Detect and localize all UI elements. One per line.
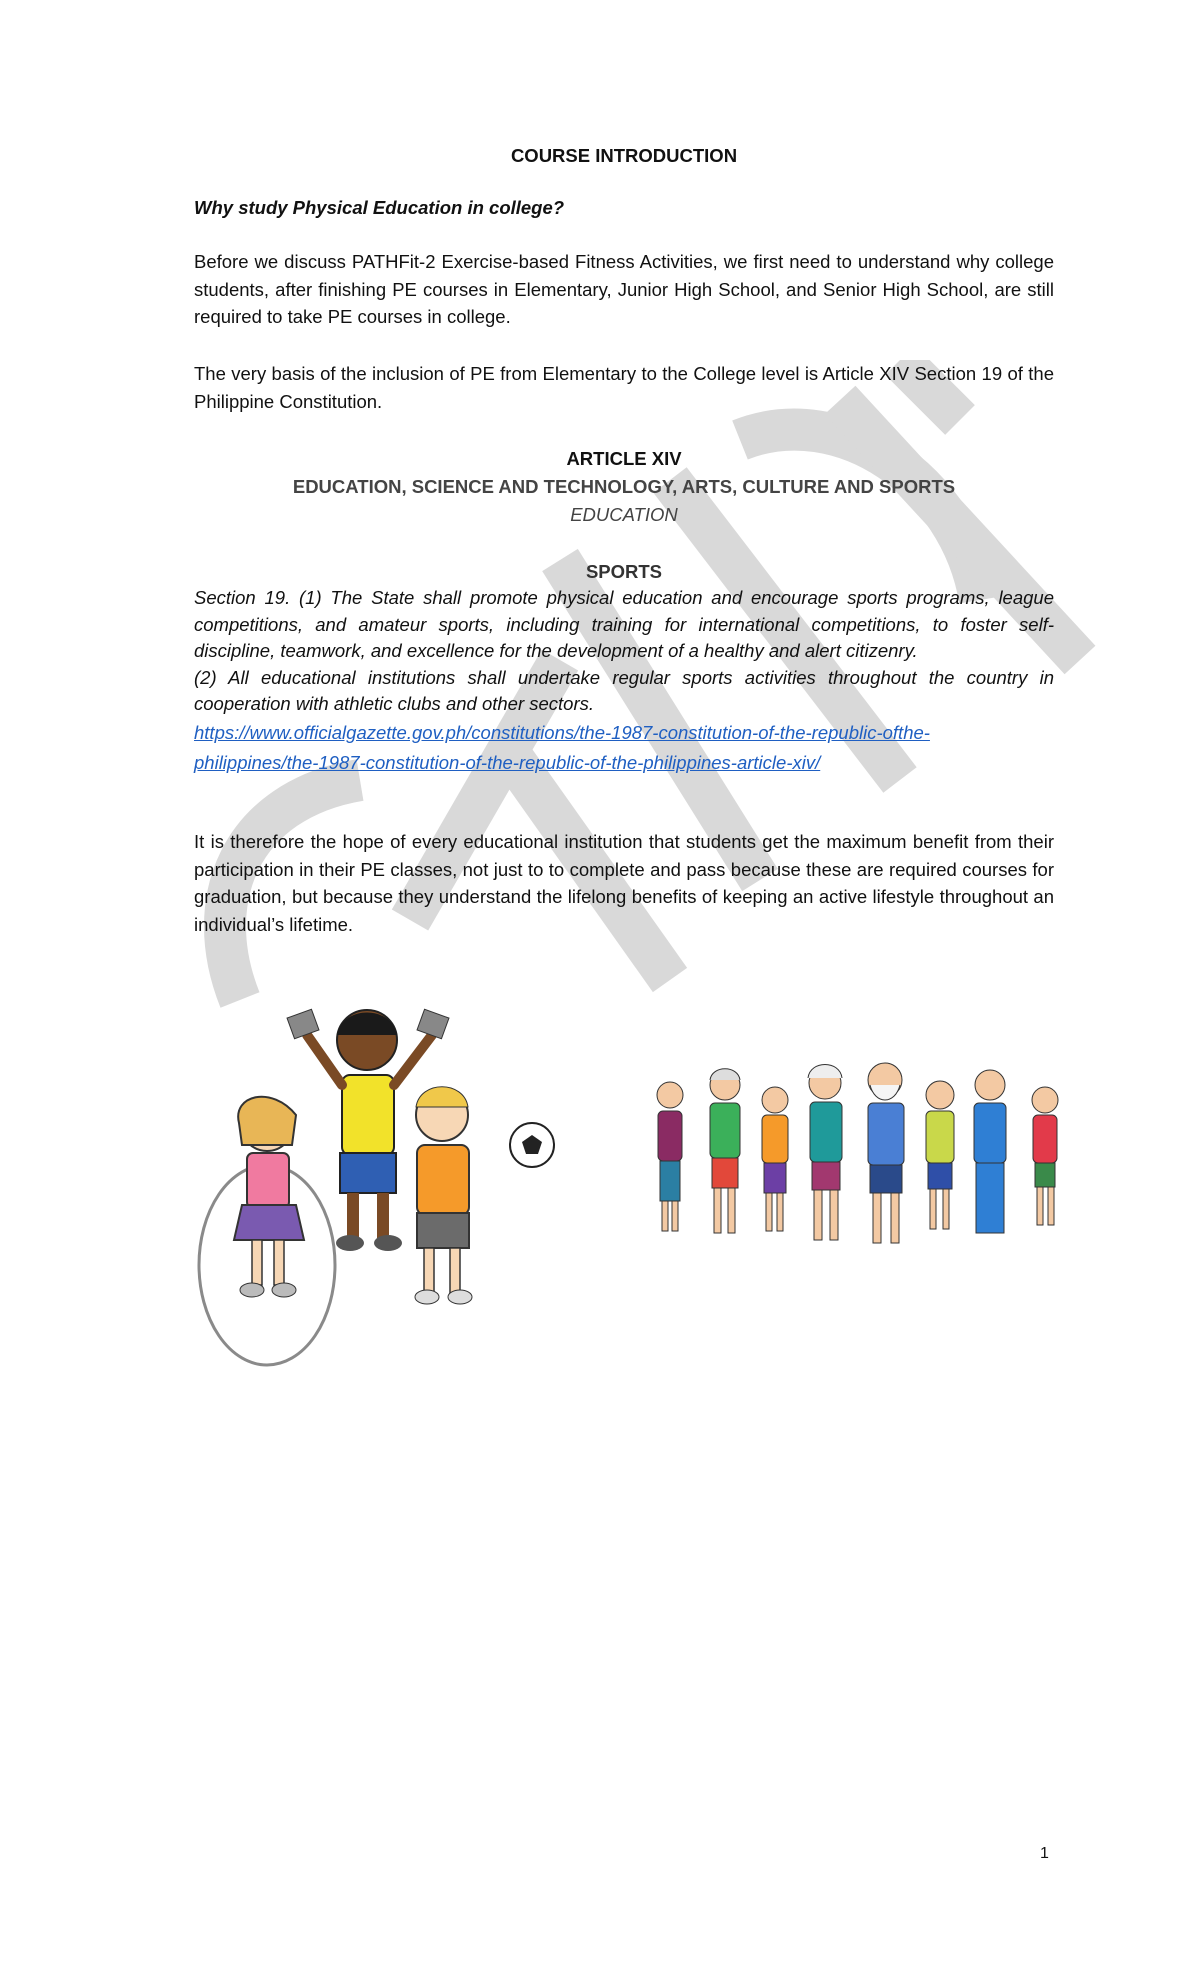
page-title: COURSE INTRODUCTION [510,145,738,166]
section-19-clause-1: Section 19. (1) The State shall promote physical education and encourage sports programs, league competitions, and amateur sports, including training for international competitions, to foster self-discipline, teamwork, and excellence for the development of a healthy and alert citizenry. [194,587,1054,661]
section-heading-sports: SPORTS [585,561,663,582]
article-heading: ARTICLE XIV [566,448,682,469]
article-category: EDUCATION [570,504,678,525]
basis-paragraph: The very basis of the inclusion of PE from Elementary to the College level is Article XIV Section 19 of the Philippine Constitution. [194,363,1054,412]
senior-people-exercising-illustration [640,1045,1080,1325]
intro-paragraph: Before we discuss PATHFit-2 Exercise-based Fitness Activities, we first need to understand why college students, after finishing PE courses in Elementary, Junior High School, and Senior High School, are still required to take PE courses in college. [194,251,1054,327]
source-link-line-1[interactable]: https://www.officialgazette.gov.ph/constitutions/the-1987-constitution-of-the-republic-ofthe- [194,721,930,743]
closing-paragraph: It is therefore the hope of every educational institution that students get the maximum benefit from their participation in their PE classes, not just to to complete and pass because these are required courses for graduation, but because they understand the lifelong benefits of keeping an active lifestyle throughout an individual’s lifetime. [194,831,1054,935]
section-question: Why study Physical Education in college? [194,197,565,218]
section-19-text [194,585,1054,778]
children-playing-illustration [192,995,572,1375]
page-number: 1 [1040,1845,1049,1862]
article-subheading: EDUCATION, SCIENCE AND TECHNOLOGY, ARTS, CULTURE AND SPORTS [292,476,956,497]
section-19-clause-2: (2) All educational institutions shall undertake regular sports activities throughout the country in cooperation with athletic clubs and other sectors. [194,666,1054,714]
source-link-line-2[interactable]: philippines/the-1987-constitution-of-the-republic-of-the-philippines-article-xiv/ [194,751,821,773]
